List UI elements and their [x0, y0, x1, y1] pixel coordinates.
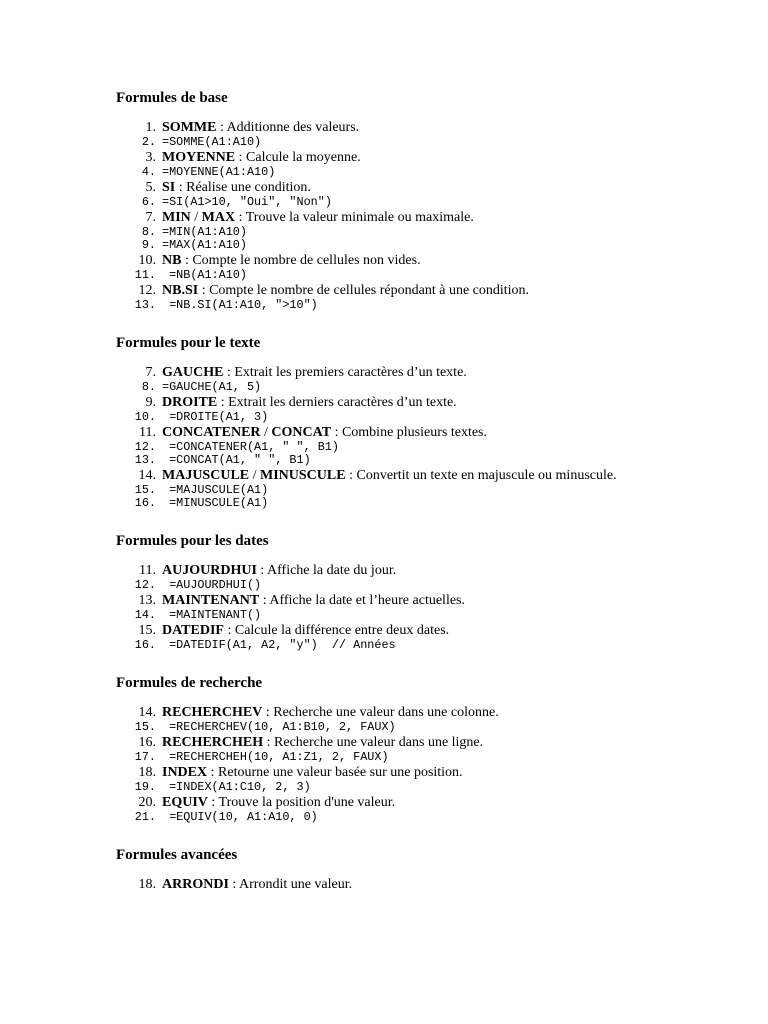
- formula-description: [116, 179, 636, 196]
- formula-example: [116, 751, 636, 764]
- formula-example: [116, 196, 636, 209]
- list-number: 15.: [134, 720, 156, 734]
- formula-list: [116, 562, 636, 652]
- formula-example: [116, 239, 636, 252]
- list-number: 7.: [145, 210, 156, 225]
- formula-code: =MINUSCULE(A1): [162, 496, 269, 510]
- description-text: /: [190, 210, 202, 225]
- formula-code: =NB(A1:A10): [162, 268, 247, 282]
- formula-code: =MAX(A1:A10): [162, 238, 247, 252]
- list-number: 4.: [141, 165, 156, 179]
- formula-description: [116, 592, 636, 609]
- function-name: ARRONDI: [162, 877, 229, 892]
- description-text: : Combine plusieurs textes.: [331, 425, 487, 440]
- list-number: 8.: [141, 380, 156, 394]
- formula-description: [116, 794, 636, 811]
- formula-code: =AUJOURDHUI(): [162, 578, 262, 592]
- description-text: : Calcule la différence entre deux dates.: [223, 623, 450, 638]
- description-text: : Affiche la date du jour.: [256, 563, 397, 578]
- formula-example: [116, 579, 636, 592]
- formula-code: =EQUIV(10, A1:A10, 0): [162, 810, 318, 824]
- formula-description: [116, 562, 636, 579]
- function-name: MOYENNE: [162, 150, 236, 165]
- formula-description: [116, 119, 636, 136]
- formula-description: [116, 209, 636, 226]
- formula-code: =NB.SI(A1:A10, ">10"): [162, 298, 318, 312]
- function-name: CONCAT: [271, 425, 332, 440]
- formula-description: [116, 764, 636, 781]
- list-number: 12.: [138, 283, 156, 298]
- list-number: 13.: [134, 453, 156, 467]
- description-text: : Réalise une condition.: [175, 180, 311, 195]
- formula-description: [116, 467, 636, 484]
- formula-description: [116, 282, 636, 299]
- formula-example: [116, 454, 636, 467]
- section-heading: Formules de base: [116, 90, 228, 106]
- list-number: 11.: [134, 268, 156, 282]
- description-text: : Trouve la valeur minimale ou maximale.: [235, 210, 474, 225]
- list-number: 19.: [134, 780, 156, 794]
- formula-example: [116, 166, 636, 179]
- function-name: RECHERCHEV: [162, 705, 263, 720]
- description-text: : Arrondit une valeur.: [228, 877, 353, 892]
- formula-code: =INDEX(A1:C10, 2, 3): [162, 780, 311, 794]
- section: [116, 673, 636, 824]
- description-text: : Compte le nombre de cellules non vides.: [181, 253, 421, 268]
- section-heading: Formules de recherche: [116, 675, 263, 691]
- description-text: : Convertit un texte en majuscule ou minuscule.: [345, 468, 617, 483]
- formula-description: [116, 149, 636, 166]
- function-name: EQUIV: [162, 795, 208, 810]
- list-number: 14.: [138, 468, 156, 483]
- description-text: : Calcule la moyenne.: [235, 150, 361, 165]
- description-text: : Recherche une valeur dans une ligne.: [263, 735, 484, 750]
- list-number: 1.: [145, 120, 156, 135]
- description-text: : Extrait les premiers caractères d’un texte.: [223, 365, 467, 380]
- description-text: : Additionne des valeurs.: [216, 120, 360, 135]
- formula-description: [116, 394, 636, 411]
- formula-code: =RECHERCHEV(10, A1:B10, 2, FAUX): [162, 720, 396, 734]
- section: [116, 88, 636, 312]
- formula-code: =MAJUSCULE(A1): [162, 483, 269, 497]
- function-name: SOMME: [162, 120, 217, 135]
- formula-example: [116, 721, 636, 734]
- function-name: NB: [162, 253, 182, 268]
- section: [116, 531, 636, 652]
- formula-list: [116, 704, 636, 824]
- list-number: 20.: [138, 795, 156, 810]
- description-text: : Recherche une valeur dans une colonne.: [262, 705, 499, 720]
- function-name: GAUCHE: [162, 365, 224, 380]
- list-number: 7.: [145, 365, 156, 380]
- formula-example: [116, 781, 636, 794]
- list-number: 14.: [138, 705, 156, 720]
- function-name: DROITE: [162, 395, 218, 410]
- function-name: MAX: [201, 210, 236, 225]
- list-number: 16.: [138, 735, 156, 750]
- formula-code: =DROITE(A1, 3): [162, 410, 269, 424]
- formula-description: [116, 424, 636, 441]
- formula-code: =CONCAT(A1, " ", B1): [162, 453, 311, 467]
- formula-code: =CONCATENER(A1, " ", B1): [162, 440, 339, 454]
- list-number: 3.: [145, 150, 156, 165]
- formula-example: [116, 381, 636, 394]
- formula-code: =DATEDIF(A1, A2, "y") // Années: [162, 638, 396, 652]
- list-number: 5.: [145, 180, 156, 195]
- section-heading: Formules avancées: [116, 847, 238, 863]
- list-number: 15.: [138, 623, 156, 638]
- formula-example: [116, 639, 636, 652]
- function-name: NB.SI: [162, 283, 199, 298]
- formula-description: [116, 876, 636, 893]
- list-number: 2.: [141, 135, 156, 149]
- formula-example: [116, 136, 636, 149]
- formula-example: [116, 411, 636, 424]
- formula-description: [116, 252, 636, 269]
- section: [116, 333, 636, 510]
- list-number: 13.: [134, 298, 156, 312]
- formula-example: [116, 299, 636, 312]
- function-name: CONCATENER: [162, 425, 261, 440]
- formula-code: =SOMME(A1:A10): [162, 135, 262, 149]
- list-number: 6.: [141, 195, 156, 209]
- function-name: INDEX: [162, 765, 208, 780]
- description-text: : Extrait les derniers caractères d’un texte.: [217, 395, 457, 410]
- function-name: MIN: [162, 210, 191, 225]
- formula-code: =SI(A1>10, "Oui", "Non"): [162, 195, 332, 209]
- list-number: 16.: [134, 638, 156, 652]
- formula-list: [116, 119, 636, 312]
- formula-description: [116, 734, 636, 751]
- list-number: 8.: [141, 225, 156, 239]
- formula-code: =GAUCHE(A1, 5): [162, 380, 262, 394]
- list-number: 16.: [134, 496, 156, 510]
- function-name: RECHERCHEH: [162, 735, 264, 750]
- list-number: 11.: [139, 425, 156, 440]
- list-number: 10.: [138, 253, 156, 268]
- description-text: : Retourne une valeur basée sur une position.: [207, 765, 463, 780]
- list-number: 13.: [138, 593, 156, 608]
- list-number: 18.: [138, 765, 156, 780]
- formula-example: [116, 609, 636, 622]
- formula-code: =MIN(A1:A10): [162, 225, 247, 239]
- formula-code: =MOYENNE(A1:A10): [162, 165, 276, 179]
- formula-list: [116, 364, 636, 510]
- list-number: 9.: [145, 395, 156, 410]
- section: [116, 845, 636, 893]
- description-text: : Affiche la date et l’heure actuelles.: [259, 593, 465, 608]
- formula-example: [116, 269, 636, 282]
- formula-code: =MAINTENANT(): [162, 608, 262, 622]
- description-text: /: [260, 425, 272, 440]
- description-text: /: [249, 468, 261, 483]
- formula-description: [116, 622, 636, 639]
- list-number: 10.: [134, 410, 156, 424]
- formula-example: [116, 497, 636, 510]
- function-name: MAINTENANT: [162, 593, 260, 608]
- formula-list: [116, 876, 636, 893]
- function-name: MAJUSCULE: [162, 468, 250, 483]
- section-heading: Formules pour le texte: [116, 335, 261, 351]
- function-name: AUJOURDHUI: [162, 563, 257, 578]
- section-heading: Formules pour les dates: [116, 533, 269, 549]
- formula-description: [116, 704, 636, 721]
- formula-example: [116, 811, 636, 824]
- list-number: 12.: [134, 440, 156, 454]
- list-number: 17.: [134, 750, 156, 764]
- list-number: 9.: [141, 238, 156, 252]
- formula-description: [116, 364, 636, 381]
- description-text: : Trouve la position d'une valeur.: [207, 795, 396, 810]
- list-number: 14.: [134, 608, 156, 622]
- description-text: : Compte le nombre de cellules répondant à une condition.: [198, 283, 530, 298]
- list-number: 12.: [134, 578, 156, 592]
- document-body: [116, 88, 636, 893]
- list-number: 21.: [134, 810, 156, 824]
- list-number: 18.: [138, 877, 156, 892]
- function-name: SI: [162, 180, 176, 195]
- list-number: 15.: [134, 483, 156, 497]
- function-name: MINUSCULE: [260, 468, 346, 483]
- function-name: DATEDIF: [162, 623, 224, 638]
- formula-code: =RECHERCHEH(10, A1:Z1, 2, FAUX): [162, 750, 389, 764]
- list-number: 11.: [139, 563, 156, 578]
